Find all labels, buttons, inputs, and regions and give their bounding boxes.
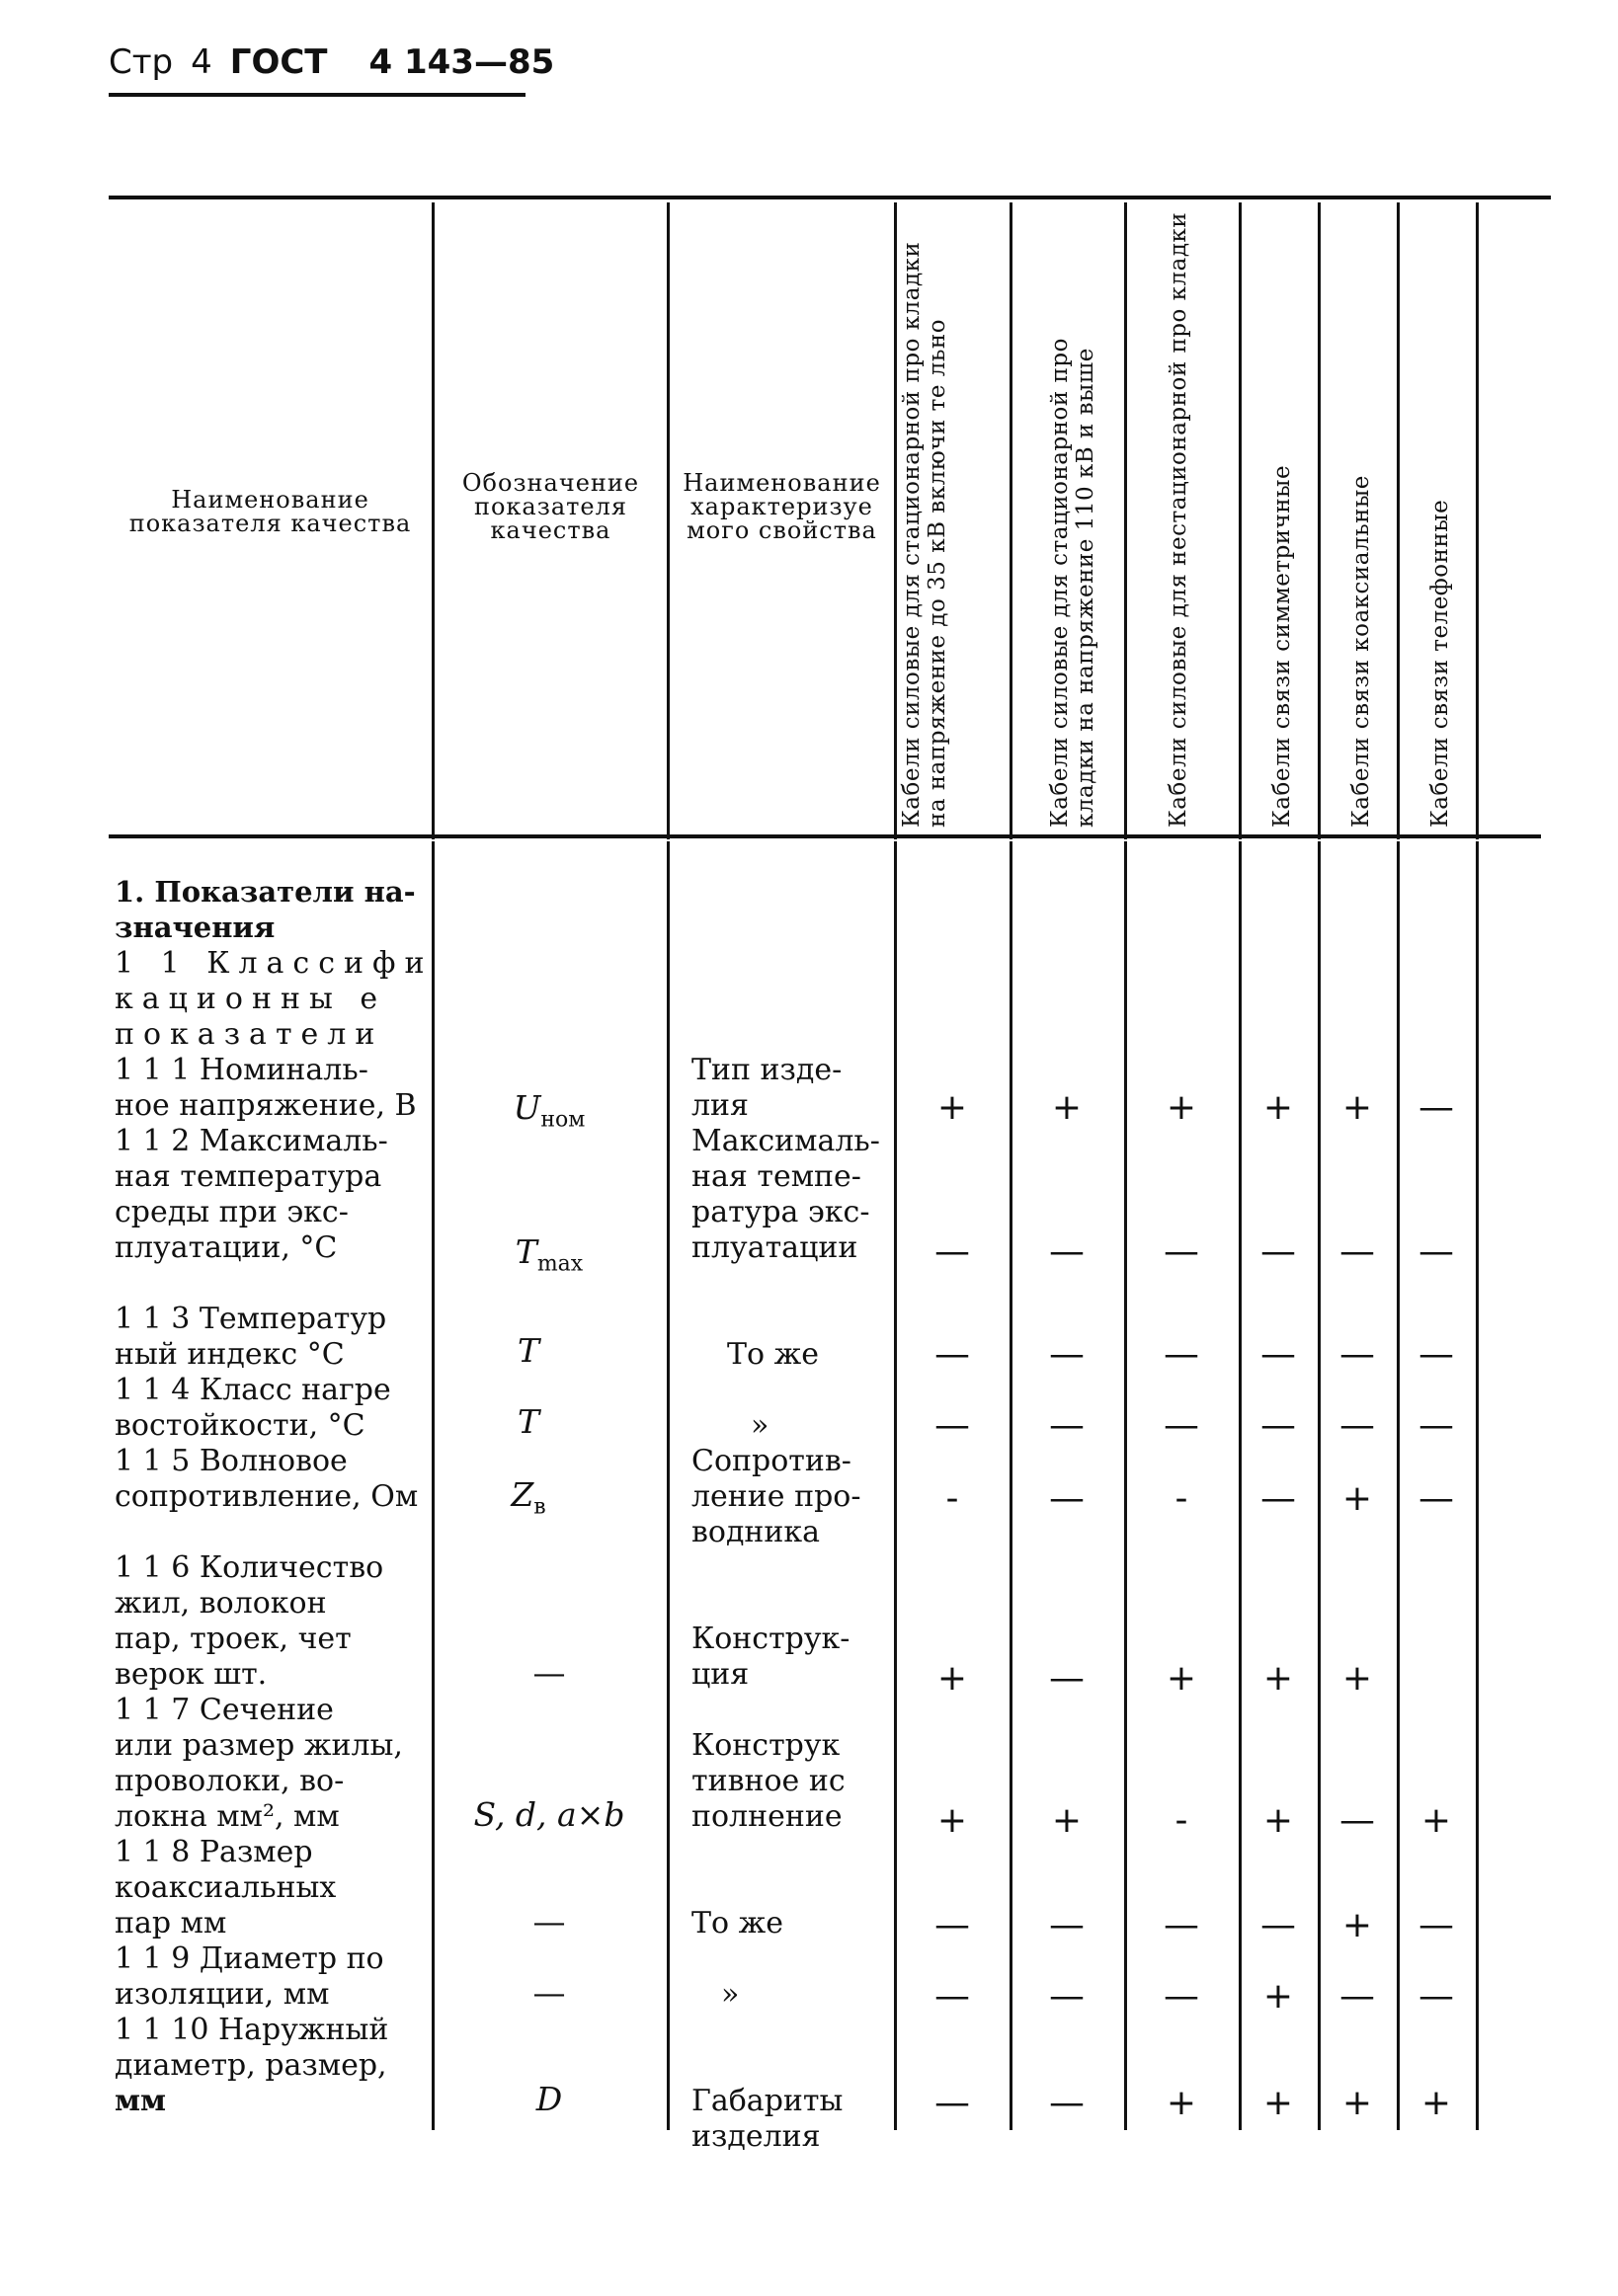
cell-value: — — [1049, 1334, 1085, 1375]
cell-value: — — [1418, 1976, 1454, 2017]
row-name-line: пар, троек, чет — [115, 1622, 352, 1656]
cell-value: — — [1049, 1976, 1085, 2017]
cell-value: — — [934, 1231, 970, 1272]
cell-value: — — [934, 1334, 970, 1375]
column-divider — [1318, 202, 1321, 839]
column-divider — [1124, 202, 1127, 839]
row-symbol: $Z_в$ — [511, 1475, 546, 1520]
column-divider — [1010, 202, 1012, 839]
cell-value: + — [1341, 1658, 1373, 1699]
cell-value: - — [1174, 1800, 1188, 1841]
header-telephone-cables: Кабели связи телефонные — [1427, 499, 1453, 828]
row-name-line: 1 1 7 Сечение — [115, 1693, 334, 1727]
page-label: Стр — [109, 42, 174, 82]
row-property-line: Тип изде- — [691, 1053, 843, 1087]
row-property-line: плуатации — [691, 1230, 858, 1265]
row-symbol: — — [532, 1973, 566, 2012]
row-symbol: $U_{ном}$ — [513, 1088, 586, 1133]
cell-value: — — [1049, 2083, 1085, 2123]
cell-value: — — [1418, 1405, 1454, 1446]
cell-value: + — [1341, 1905, 1373, 1945]
row-property-line: Конструк — [691, 1728, 841, 1763]
row-name-line: 1 1 10 Наружный — [115, 2013, 389, 2047]
table-header-rule — [109, 834, 1541, 838]
cell-value: — — [1339, 1976, 1375, 2017]
row-name-line: диаметр, размер, — [115, 2048, 387, 2083]
row-symbol: — — [532, 1653, 566, 1692]
section-title-cont: значения — [115, 910, 276, 944]
row-symbol: S, d, a×b — [473, 1795, 625, 1834]
cell-value: — — [934, 1976, 970, 2017]
cell-value: + — [936, 1658, 968, 1699]
row-property-line: ление про- — [691, 1479, 861, 1514]
section-title: 1. Показатели на- — [115, 875, 416, 909]
row-property-line: тивное ис — [691, 1764, 846, 1798]
column-divider — [667, 841, 670, 2130]
page-header — [109, 38, 555, 97]
subsection-title: 1 1 Классифи — [115, 946, 434, 981]
row-symbol: T — [517, 1331, 539, 1370]
row-property-line: Конструк- — [691, 1622, 850, 1656]
row-name-line: изоляции, мм — [115, 1977, 330, 2012]
row-name-line: ный индекс °С — [115, 1337, 345, 1372]
row-name-line: ная температура — [115, 1159, 382, 1194]
header-coaxial-cables: Кабели связи коаксиальные — [1348, 475, 1374, 828]
row-name-line: 1 1 8 Размер — [115, 1835, 313, 1869]
row-name-line: плуатации, °С — [115, 1230, 338, 1265]
cell-value: + — [1051, 1800, 1083, 1841]
cell-value: — — [1418, 1231, 1454, 1272]
cell-value: — — [1260, 1334, 1296, 1375]
row-name-line: 1 1 2 Максималь- — [115, 1124, 388, 1158]
column-divider — [1476, 202, 1479, 839]
cell-value: + — [936, 1800, 968, 1841]
header-power-cables-mobile: Кабели силовые для нестационарной про кладки — [1166, 211, 1191, 828]
row-symbol: T — [517, 1402, 539, 1441]
row-name-line: сопротивление, Ом — [115, 1479, 419, 1514]
column-divider — [1239, 202, 1242, 839]
cell-value: — — [1164, 1405, 1199, 1446]
row-name-line: 1 1 1 Номиналь- — [115, 1053, 368, 1087]
row-name-line: мм — [115, 2084, 167, 2118]
row-symbol: D — [535, 2080, 563, 2118]
cell-value: + — [1262, 1976, 1294, 2017]
column-divider — [1010, 841, 1012, 2130]
row-name-line: проволоки, во- — [115, 1764, 345, 1798]
row-name-line: или размер жилы, — [115, 1728, 403, 1763]
row-name-line: 1 1 3 Температур — [115, 1302, 387, 1336]
header-power-cables-110kv: Кабели силовые для стационарной про кладки на напряжение 110 кВ и выше — [1047, 338, 1098, 828]
row-property-line: То же — [691, 1906, 783, 1940]
cell-value: + — [936, 1087, 968, 1128]
cell-value: + — [1262, 1658, 1294, 1699]
header-power-cables-35kv: Кабели силовые для стационарной про кладки на напряжение до 35 кВ включи те льно — [899, 241, 950, 828]
cell-value: + — [1341, 1478, 1373, 1519]
row-property-line: ратура экс- — [691, 1195, 870, 1229]
column-divider — [894, 841, 897, 2130]
column-divider — [1476, 841, 1479, 2130]
row-property-line: Габариты — [691, 2084, 844, 2118]
cell-value: — — [1339, 1231, 1375, 1272]
standard-number: 4 143—85 — [368, 42, 555, 82]
cell-value: + — [1166, 2083, 1197, 2123]
cell-value: — — [934, 1405, 970, 1446]
column-divider — [1397, 841, 1400, 2130]
subsection-title-cont: кационны е — [115, 982, 387, 1016]
cell-value: + — [1341, 1087, 1373, 1128]
cell-value: — — [1339, 1405, 1375, 1446]
row-name-line: пар мм — [115, 1906, 227, 1940]
header-indicator-symbol: Обозначение показателя качества — [461, 469, 640, 544]
table-top-rule — [109, 196, 1551, 199]
row-property-line: ция — [691, 1657, 750, 1692]
row-property-line: ная темпе- — [691, 1159, 861, 1194]
cell-value: - — [1174, 1478, 1188, 1519]
cell-value: — — [1418, 1478, 1454, 1519]
cell-value: — — [1049, 1658, 1085, 1699]
cell-value: — — [1049, 1405, 1085, 1446]
row-name-line: верок шт. — [115, 1657, 268, 1692]
cell-value: + — [1341, 2083, 1373, 2123]
row-property-line: Максималь- — [691, 1124, 880, 1158]
cell-value: — — [1260, 1231, 1296, 1272]
cell-value: — — [1164, 1334, 1199, 1375]
row-name-line: ное напряжение, В — [115, 1088, 417, 1123]
row-name-line: востойкости, °С — [115, 1408, 365, 1443]
row-property-line: водника — [691, 1515, 821, 1549]
header-symmetric-cables: Кабели связи симметричные — [1269, 464, 1295, 828]
row-symbol: $T_{max}$ — [515, 1232, 584, 1277]
cell-value: — — [1339, 1800, 1375, 1841]
row-property-line: Сопротив- — [691, 1444, 851, 1478]
cell-value: + — [1166, 1658, 1197, 1699]
header-indicator-name: Наименование показателя качества — [128, 486, 412, 537]
row-property-line: » — [751, 1408, 769, 1443]
cell-value: + — [1420, 2083, 1452, 2123]
cell-value: — — [1260, 1405, 1296, 1446]
cell-value: + — [1166, 1087, 1197, 1128]
row-symbol: — — [532, 1902, 566, 1940]
row-property-line: » — [721, 1977, 740, 2012]
row-property-line: полнение — [691, 1799, 843, 1834]
cell-value: — — [934, 1905, 970, 1945]
cell-value: — — [1049, 1478, 1085, 1519]
row-name-line: коаксиальных — [115, 1870, 337, 1905]
column-divider — [894, 202, 897, 839]
cell-value: — — [1049, 1231, 1085, 1272]
cell-value: + — [1262, 2083, 1294, 2123]
row-name-line: жил, волокон — [115, 1586, 327, 1621]
cell-value: - — [945, 1478, 959, 1519]
cell-value: + — [1051, 1087, 1083, 1128]
cell-value: — — [1418, 1905, 1454, 1945]
row-name-line: 1 1 4 Класс нагре — [115, 1373, 391, 1407]
cell-value: — — [1260, 1905, 1296, 1945]
subsection-title-cont: показатели — [115, 1017, 384, 1052]
cell-value: — — [1164, 1905, 1199, 1945]
row-name-line: среды при экс- — [115, 1195, 349, 1229]
cell-value: — — [1418, 1087, 1454, 1128]
cell-value: — — [1260, 1478, 1296, 1519]
cell-value: — — [1418, 1334, 1454, 1375]
column-divider — [1239, 841, 1242, 2130]
row-name-line: локна мм², мм — [115, 1799, 340, 1834]
row-property-line: То же — [727, 1337, 819, 1372]
cell-value: — — [1164, 1231, 1199, 1272]
cell-value: — — [1339, 1334, 1375, 1375]
column-divider — [1124, 841, 1127, 2130]
standard-name: ГОСТ — [229, 42, 328, 82]
cell-value: + — [1262, 1087, 1294, 1128]
cell-value: + — [1420, 1800, 1452, 1841]
row-property-line: изделия — [691, 2119, 821, 2154]
row-property-line: лия — [691, 1088, 749, 1123]
page-number: 4 — [191, 42, 212, 82]
cell-value: — — [1049, 1905, 1085, 1945]
row-name-line: 1 1 6 Количество — [115, 1550, 384, 1585]
column-divider — [1397, 202, 1400, 839]
cell-value: — — [1164, 1976, 1199, 2017]
row-name-line: 1 1 5 Волновое — [115, 1444, 348, 1478]
column-divider — [1318, 841, 1321, 2130]
cell-value: — — [934, 2083, 970, 2123]
header-property-name: Наименование характеризуе мого свойства — [683, 469, 881, 544]
row-name-line: 1 1 9 Диаметр по — [115, 1941, 384, 1976]
cell-value: + — [1262, 1800, 1294, 1841]
